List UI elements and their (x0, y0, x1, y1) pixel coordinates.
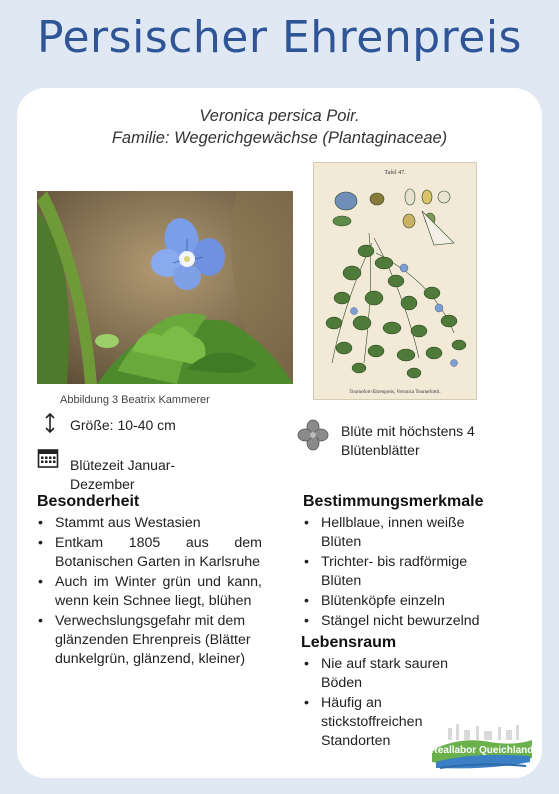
list-item: • Stängel nicht bewurzelnd (303, 612, 508, 631)
besonderheit-heading: Besonderheit (37, 493, 140, 510)
photo-caption: Abbildung 3 Beatrix Kammerer (60, 394, 210, 406)
list-item: • Blütenköpfe einzeln (303, 592, 508, 611)
list-item: • Häufig an stickstoffreichen Standorten (303, 694, 473, 751)
scientific-name: Veronica persica Poir. (199, 107, 360, 125)
list-item: • Verwechslungsgefahr mit dem glänzenden Ehrenpreis (Blätter dunkelgrün, glänzend, kleiner) (37, 612, 262, 669)
size-fact: Größe: 10-40 cm (70, 417, 176, 433)
name-block (0, 105, 559, 149)
reallabor-logo (430, 722, 534, 774)
list-item: • Trichter- bis radförmige Blüten (303, 553, 508, 591)
plate-caption: Tournefort-Ehrenpreis, Veronica Tournefortii. (349, 390, 441, 395)
logo-text: Reallabor Queichland (430, 745, 534, 756)
page-title: Persischer Ehrenpreis (37, 12, 522, 63)
besonderheit-list (37, 514, 262, 670)
list-item: • Auch im Winter grün und kann, wenn kein Schnee liegt, blühen (37, 573, 262, 611)
list-item: • Nie auf stark sauren Böden (303, 655, 473, 693)
petal-flower-icon (297, 419, 329, 456)
bestimmungsmerkmale-list (303, 514, 508, 632)
family-name: Familie: Wegerichgewächse (Plantaginaceae) (111, 129, 448, 147)
calendar-icon (37, 447, 59, 474)
list-item: • Stammt aus Westasien (37, 514, 262, 533)
petals-fact: Blüte mit höchstens 4 Blütenblätter (341, 423, 475, 458)
vertical-arrows-icon (42, 412, 58, 439)
plate-title: Tafel 47. (384, 170, 406, 176)
botanical-plate (313, 162, 477, 400)
bloom-time-fact: Blütezeit Januar-Dezember (70, 457, 176, 492)
flower-photo (37, 191, 293, 384)
lebensraum-heading: Lebensraum (301, 634, 397, 651)
bestimmungsmerkmale-heading: Bestimmungsmerkmale (303, 493, 484, 510)
list-item: • Hellblaue, innen weiße Blüten (303, 514, 508, 552)
list-item: • Entkam 1805 aus dem Botanischen Garten in Karlsruhe (37, 534, 262, 572)
